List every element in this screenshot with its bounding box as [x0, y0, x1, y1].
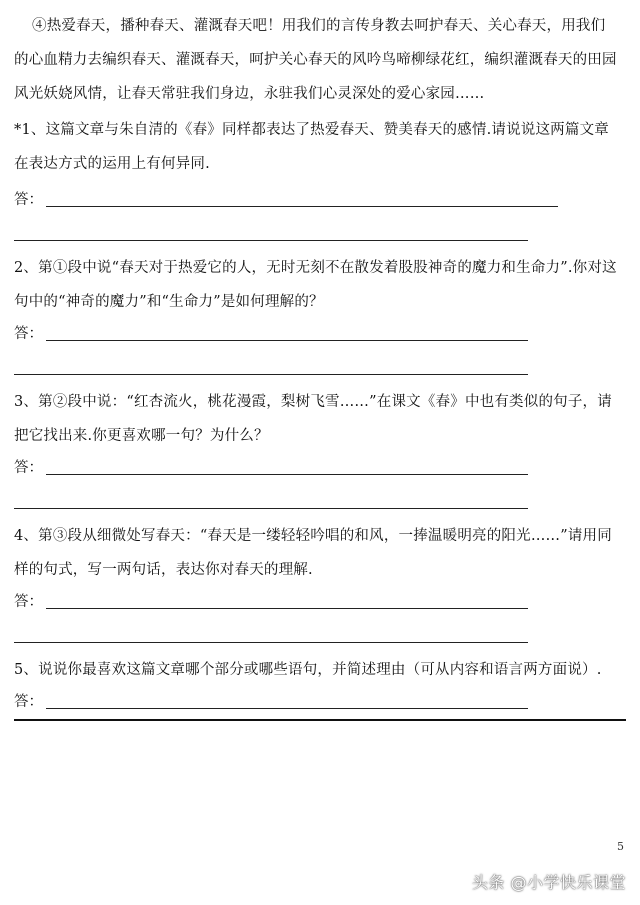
passage-line-1: ④热爱春天，播种春天、灌溉春天吧！用我们的言传身教去呵护春天、关心春天，用我们 — [32, 18, 606, 34]
passage-line-3: 风光妖娆风情，让春天常驻我们身边，永驻我们心灵深处的爱心家园…… — [14, 86, 485, 102]
question-2-line-1: 2、第①段中说“春天对于热爱它的人，无时无刻不在散发着股股神奇的魔力和生命力”.你对这 — [14, 260, 617, 276]
question-1-answer-line[interactable] — [46, 206, 558, 207]
question-3-answer-line[interactable] — [46, 474, 528, 475]
question-3-line-1: 3、第②段中说：“红杏流火，桃花漫霞，梨树飞雪……”在课文《春》中也有类似的句子，请 — [14, 394, 612, 410]
question-4-answer-line-2[interactable] — [14, 642, 528, 643]
question-4-line-1: 4、第③段从细微处写春天：“春天是一缕轻轻吟唱的和风，一捧温暖明亮的阳光……”请用同 — [14, 528, 612, 544]
passage-line-2: 的心血精力去编织春天、灌溉春天，呵护关心春天的风吟鸟啼柳绿花红，编织灌溉春天的田园 — [14, 52, 617, 68]
watermark: 头条 @小学快乐课堂 — [471, 873, 626, 892]
page-number: 5 — [617, 840, 624, 853]
question-2-answer-label: 答： — [14, 326, 43, 342]
question-1-answer-label: 答： — [14, 192, 43, 208]
question-3-answer-label: 答： — [14, 460, 43, 476]
question-5-answer-label: 答： — [14, 694, 43, 710]
question-4-line-2: 样的句式，写一两句话，表达你对春天的理解. — [14, 562, 313, 578]
question-2-answer-line[interactable] — [46, 340, 528, 341]
question-5-answer-line[interactable] — [46, 708, 528, 709]
question-2-answer-line-2[interactable] — [14, 374, 528, 375]
question-4-answer-label: 答： — [14, 594, 43, 610]
question-2-line-2: 句中的“神奇的魔力”和“生命力”是如何理解的？ — [14, 294, 324, 310]
question-1-line-1: *1、这篇文章与朱自清的《春》同样都表达了热爱春天、赞美春天的感情.请说说这两篇文章 — [14, 122, 609, 138]
question-3-line-2: 把它找出来.你更喜欢哪一句？为什么？ — [14, 428, 269, 444]
question-1-answer-line-2[interactable] — [14, 240, 528, 241]
question-1-line-2: 在表达方式的运用上有何异同. — [14, 156, 210, 172]
question-3-answer-line-2[interactable] — [14, 508, 528, 509]
question-5-line-1: 5、说说你最喜欢这篇文章哪个部分或哪些语句，并简述理由（可从内容和语言两方面说）. — [14, 662, 602, 678]
section-divider — [14, 719, 626, 721]
question-4-answer-line[interactable] — [46, 608, 528, 609]
